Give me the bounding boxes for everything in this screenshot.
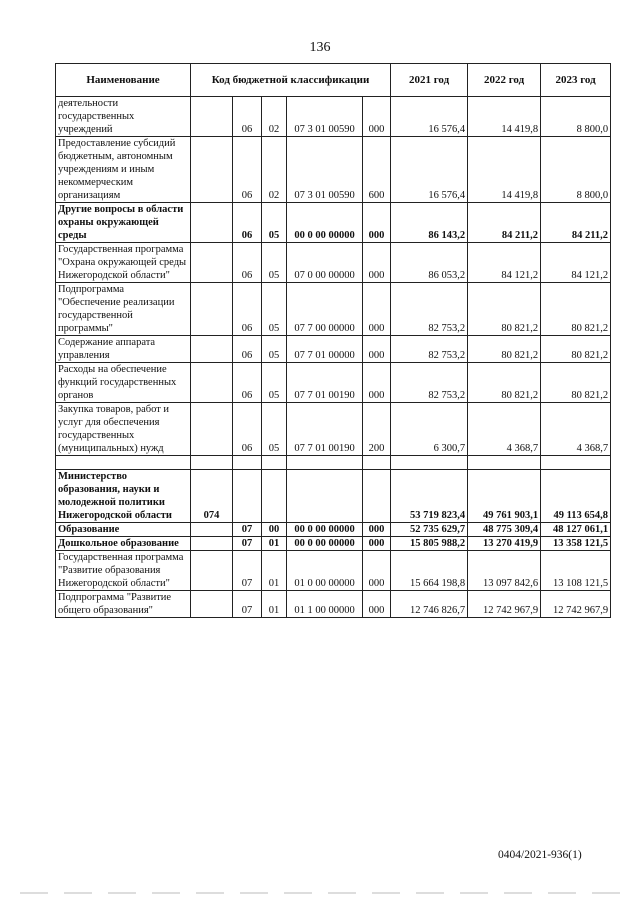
cell-name: Образование — [56, 523, 191, 537]
cell-y2022: 14 419,8 — [468, 137, 541, 203]
cell-ministry — [191, 336, 233, 363]
cell-y2022: 80 821,2 — [468, 363, 541, 403]
cell-target: 00 0 00 00000 — [287, 523, 363, 537]
table-row — [56, 470, 611, 523]
cell-name: Министерство образования, науки и молодежной политики Нижегородской области — [56, 470, 191, 523]
cell-section: 06 — [233, 137, 262, 203]
header-2021: 2021 год — [391, 64, 468, 97]
cell-name: Предоставление субсидий бюджетным, автономным учреждениям и иным некоммерческим организациям — [56, 137, 191, 203]
cell-ministry — [191, 551, 233, 591]
table-header — [56, 64, 611, 97]
cell-y2021: 16 576,4 — [391, 137, 468, 203]
header-2022: 2022 год — [468, 64, 541, 97]
cell-name: Другие вопросы в области охраны окружающей среды — [56, 203, 191, 243]
cell-ministry — [191, 97, 233, 137]
cell-target: 07 3 01 00590 — [287, 97, 363, 137]
cell-section: 07 — [233, 591, 262, 618]
cell-target: 07 7 01 00190 — [287, 403, 363, 456]
cell-y2022: 84 211,2 — [468, 203, 541, 243]
cell-y2023: 8 800,0 — [541, 137, 611, 203]
page-number: 136 — [309, 40, 331, 55]
cell-subsection: 01 — [262, 551, 287, 591]
cell-name: Подпрограмма "Развитие общего образования" — [56, 591, 191, 618]
cell-target: 07 3 01 00590 — [287, 137, 363, 203]
cell-target: 07 7 01 00000 — [287, 336, 363, 363]
cell-ministry — [191, 363, 233, 403]
cell-name: Государственная программа "Развитие образования Нижегородской области" — [56, 551, 191, 591]
table-spacer-row — [56, 456, 611, 470]
cell-name: Расходы на обеспечение функций государственных органов — [56, 363, 191, 403]
cell-y2022: 48 775 309,4 — [468, 523, 541, 537]
cell-section: 06 — [233, 336, 262, 363]
scan-artifact — [20, 892, 620, 894]
cell-y2021: 82 753,2 — [391, 336, 468, 363]
cell-type: 000 — [363, 523, 391, 537]
cell-target — [287, 470, 363, 523]
cell-name: Содержание аппарата управления — [56, 336, 191, 363]
cell-y2021 — [391, 456, 468, 470]
cell-y2023: 48 127 061,1 — [541, 523, 611, 537]
cell-target: 01 0 00 00000 — [287, 551, 363, 591]
cell-y2021: 15 664 198,8 — [391, 551, 468, 591]
cell-section: 06 — [233, 243, 262, 283]
cell-y2021: 86 053,2 — [391, 243, 468, 283]
cell-section: 06 — [233, 97, 262, 137]
header-name: Наименование — [56, 64, 191, 97]
cell-y2023: 13 108 121,5 — [541, 551, 611, 591]
cell-y2023: 80 821,2 — [541, 336, 611, 363]
cell-ministry — [191, 523, 233, 537]
cell-section — [233, 456, 262, 470]
cell-section: 06 — [233, 403, 262, 456]
cell-y2022 — [468, 456, 541, 470]
cell-subsection: 02 — [262, 97, 287, 137]
cell-name: Подпрограмма "Обеспечение реализации государственной программы" — [56, 283, 191, 336]
table-row — [56, 283, 611, 336]
cell-ministry — [191, 203, 233, 243]
table-row — [56, 97, 611, 137]
cell-y2021: 15 805 988,2 — [391, 537, 468, 551]
cell-subsection: 05 — [262, 403, 287, 456]
header-classification: Код бюджетной классификации — [191, 64, 391, 97]
table-row — [56, 403, 611, 456]
cell-y2021: 6 300,7 — [391, 403, 468, 456]
cell-type: 600 — [363, 137, 391, 203]
table-row — [56, 243, 611, 283]
cell-type: 000 — [363, 363, 391, 403]
cell-ministry — [191, 243, 233, 283]
cell-y2022: 84 121,2 — [468, 243, 541, 283]
cell-section: 06 — [233, 283, 262, 336]
cell-y2023: 84 211,2 — [541, 203, 611, 243]
table-row — [56, 363, 611, 403]
cell-ministry — [191, 591, 233, 618]
cell-y2021: 86 143,2 — [391, 203, 468, 243]
cell-subsection: 05 — [262, 203, 287, 243]
cell-y2022: 13 097 842,6 — [468, 551, 541, 591]
cell-target: 07 7 01 00190 — [287, 363, 363, 403]
cell-subsection: 05 — [262, 363, 287, 403]
cell-type: 000 — [363, 243, 391, 283]
table-row — [56, 591, 611, 618]
cell-subsection: 05 — [262, 283, 287, 336]
cell-section: 07 — [233, 537, 262, 551]
table-row — [56, 523, 611, 537]
cell-ministry: 074 — [191, 470, 233, 523]
cell-y2021: 52 735 629,7 — [391, 523, 468, 537]
cell-section — [233, 470, 262, 523]
cell-target: 00 0 00 00000 — [287, 537, 363, 551]
cell-subsection: 02 — [262, 137, 287, 203]
cell-target: 00 0 00 00000 — [287, 203, 363, 243]
cell-target: 07 0 00 00000 — [287, 243, 363, 283]
cell-y2022: 14 419,8 — [468, 97, 541, 137]
header-2023: 2023 год — [541, 64, 611, 97]
cell-ministry — [191, 537, 233, 551]
cell-subsection: 01 — [262, 537, 287, 551]
cell-y2021: 16 576,4 — [391, 97, 468, 137]
cell-y2023: 80 821,2 — [541, 283, 611, 336]
cell-y2023: 12 742 967,9 — [541, 591, 611, 618]
cell-y2023: 49 113 654,8 — [541, 470, 611, 523]
cell-name — [56, 456, 191, 470]
cell-type: 000 — [363, 336, 391, 363]
cell-type: 000 — [363, 97, 391, 137]
budget-table — [55, 63, 611, 618]
cell-y2022: 13 270 419,9 — [468, 537, 541, 551]
cell-y2021: 12 746 826,7 — [391, 591, 468, 618]
cell-section: 06 — [233, 363, 262, 403]
cell-target — [287, 456, 363, 470]
cell-subsection: 00 — [262, 523, 287, 537]
cell-target: 01 1 00 00000 — [287, 591, 363, 618]
cell-y2023: 8 800,0 — [541, 97, 611, 137]
cell-section: 07 — [233, 523, 262, 537]
cell-subsection: 05 — [262, 243, 287, 283]
cell-type: 000 — [363, 551, 391, 591]
table-row — [56, 551, 611, 591]
cell-y2021: 53 719 823,4 — [391, 470, 468, 523]
cell-subsection — [262, 456, 287, 470]
table-row — [56, 537, 611, 551]
table-row — [56, 203, 611, 243]
cell-y2022: 80 821,2 — [468, 336, 541, 363]
cell-name: Государственная программа "Охрана окружающей среды Нижегородской области" — [56, 243, 191, 283]
cell-ministry — [191, 403, 233, 456]
cell-y2023: 4 368,7 — [541, 403, 611, 456]
cell-name: Дошкольное образование — [56, 537, 191, 551]
cell-y2022: 4 368,7 — [468, 403, 541, 456]
cell-y2021: 82 753,2 — [391, 363, 468, 403]
cell-type: 000 — [363, 283, 391, 336]
cell-y2021: 82 753,2 — [391, 283, 468, 336]
cell-y2023: 84 121,2 — [541, 243, 611, 283]
cell-y2022: 80 821,2 — [468, 283, 541, 336]
cell-ministry — [191, 137, 233, 203]
cell-type — [363, 470, 391, 523]
cell-ministry — [191, 283, 233, 336]
cell-type: 200 — [363, 403, 391, 456]
cell-ministry — [191, 456, 233, 470]
table-row — [56, 336, 611, 363]
cell-target: 07 7 00 00000 — [287, 283, 363, 336]
cell-subsection — [262, 470, 287, 523]
cell-subsection: 05 — [262, 336, 287, 363]
cell-name: Закупка товаров, работ и услуг для обеспечения государственных (муниципальных) нужд — [56, 403, 191, 456]
cell-y2023 — [541, 456, 611, 470]
cell-section: 06 — [233, 203, 262, 243]
table-body — [56, 97, 611, 618]
cell-y2022: 12 742 967,9 — [468, 591, 541, 618]
cell-type: 000 — [363, 537, 391, 551]
cell-type — [363, 456, 391, 470]
cell-y2022: 49 761 903,1 — [468, 470, 541, 523]
cell-y2023: 80 821,2 — [541, 363, 611, 403]
document-id: 0404/2021-936(1) — [498, 849, 582, 861]
cell-type: 000 — [363, 591, 391, 618]
cell-y2023: 13 358 121,5 — [541, 537, 611, 551]
cell-subsection: 01 — [262, 591, 287, 618]
cell-name: деятельности государственных учреждений — [56, 97, 191, 137]
table-row — [56, 137, 611, 203]
cell-section: 07 — [233, 551, 262, 591]
cell-type: 000 — [363, 203, 391, 243]
